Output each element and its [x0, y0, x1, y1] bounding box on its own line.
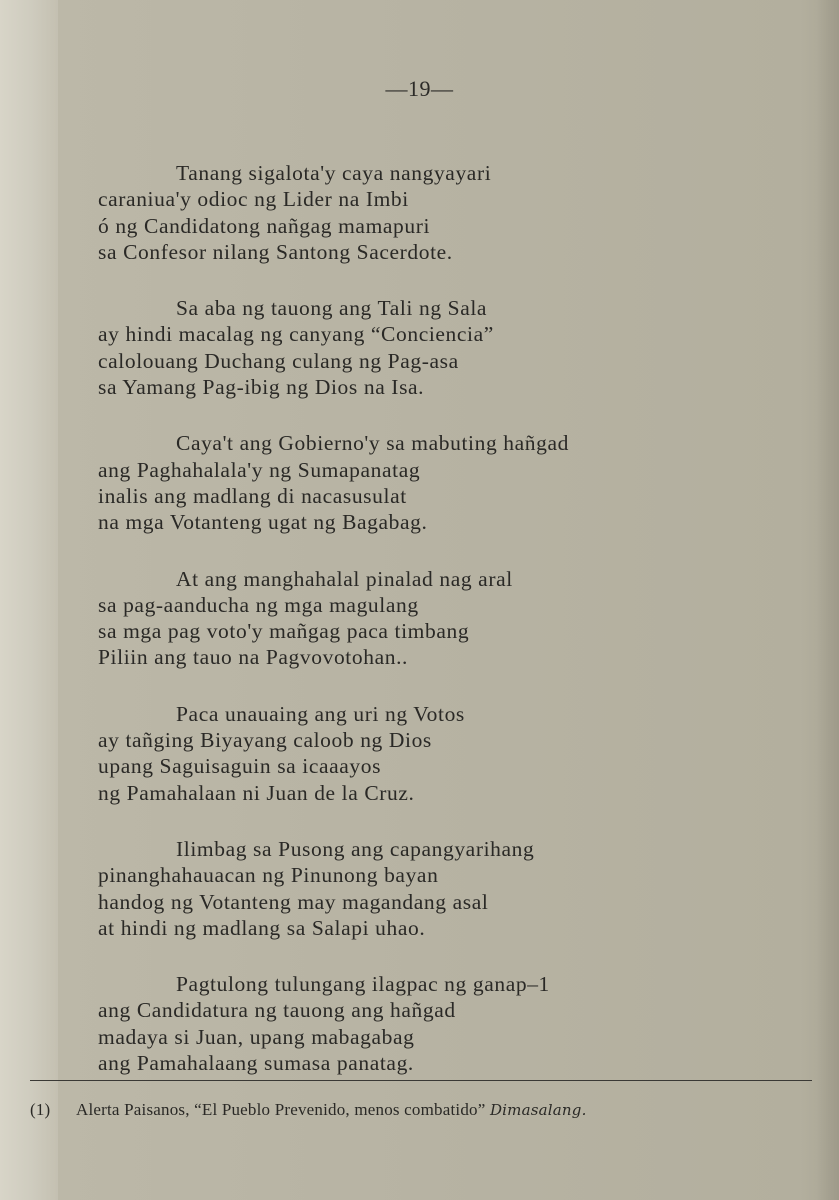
- poem-line: handog ng Votanteng may magandang asal: [98, 889, 489, 914]
- poem-line: sa mga pag voto'y mañgag paca timbang: [98, 619, 470, 644]
- footnote-divider: [30, 1080, 812, 1081]
- poem-line: Piliin ang tauo na Pagvovotohan..: [98, 645, 409, 670]
- poem-line: ay tañging Biyayang caloob ng Dios: [98, 728, 432, 753]
- poem-line: ay hindi macalag ng canyang “Conciencia”: [98, 322, 494, 347]
- page-right-edge: [817, 0, 839, 1200]
- poem-line: sa pag-aanducha ng mga magulang: [98, 592, 419, 617]
- footnote-text: Alerta Paisanos, “El Pueblo Prevenido, menos combatido”: [76, 1100, 486, 1119]
- footnote-marker: (1): [30, 1100, 51, 1119]
- poem-line: ng Pamahalaan ni Juan de la Cruz.: [98, 780, 415, 805]
- poem-line: ang Candidatura ng tauong ang hañgad: [98, 998, 456, 1023]
- footnote-author: Dimasalang.: [489, 1101, 587, 1119]
- stanza-2: [98, 295, 798, 400]
- poem-line: At ang manghahalal pinalad nag aral: [176, 566, 513, 591]
- footnote: [30, 1100, 820, 1120]
- stanza-6: [98, 836, 798, 941]
- poem-line: sa Yamang Pag-ibig ng Dios na Isa.: [98, 375, 425, 400]
- stanza-5: [98, 701, 798, 806]
- poem-line: calolouang Duchang culang ng Pag-asa: [98, 348, 459, 373]
- poem-line: upang Saguisaguin sa icaaayos: [98, 754, 382, 779]
- poem-line: na mga Votanteng ugat ng Bagabag.: [98, 510, 428, 535]
- poem-line: ang Paghahalala'y ng Sumapanatag: [98, 457, 421, 482]
- poem-line: pinanghahauacan ng Pinunong bayan: [98, 863, 439, 888]
- poem-line: Pagtulong tulungang ilagpac ng ganap–1: [176, 972, 550, 997]
- stanza-1: [98, 160, 798, 265]
- stanza-4: [98, 566, 798, 671]
- stanza-7: [98, 971, 798, 1076]
- poem-line: Caya't ang Gobierno'y sa mabuting hañgad: [176, 431, 569, 456]
- poem-line: Sa aba ng tauong ang Tali ng Sala: [176, 296, 488, 321]
- page-binding-edge: [0, 0, 58, 1200]
- poem-line: ang Pamahalaang sumasa panatag.: [98, 1051, 414, 1076]
- poem-line: Ilimbag sa Pusong ang capangyarihang: [176, 836, 535, 861]
- page-number: —19—: [385, 76, 454, 101]
- poem-line: Paca unauaing ang uri ng Votos: [176, 701, 465, 726]
- poem-line: Tanang sigalota'y caya nangyayari: [176, 161, 492, 185]
- poem-line: sa Confesor nilang Santong Sacerdote.: [98, 239, 453, 264]
- poem-line: caraniua'y odioc ng Lider na Imbi: [98, 187, 409, 212]
- stanza-3: [98, 430, 798, 535]
- poem-line: ó ng Candidatong nañgag mamapuri: [98, 213, 431, 238]
- poem: [98, 160, 798, 1106]
- poem-line: madaya si Juan, upang mabagabag: [98, 1024, 415, 1049]
- poem-line: at hindi ng madlang sa Salapi uhao.: [98, 915, 426, 940]
- poem-line: inalis ang madlang di nacasusulat: [98, 483, 407, 508]
